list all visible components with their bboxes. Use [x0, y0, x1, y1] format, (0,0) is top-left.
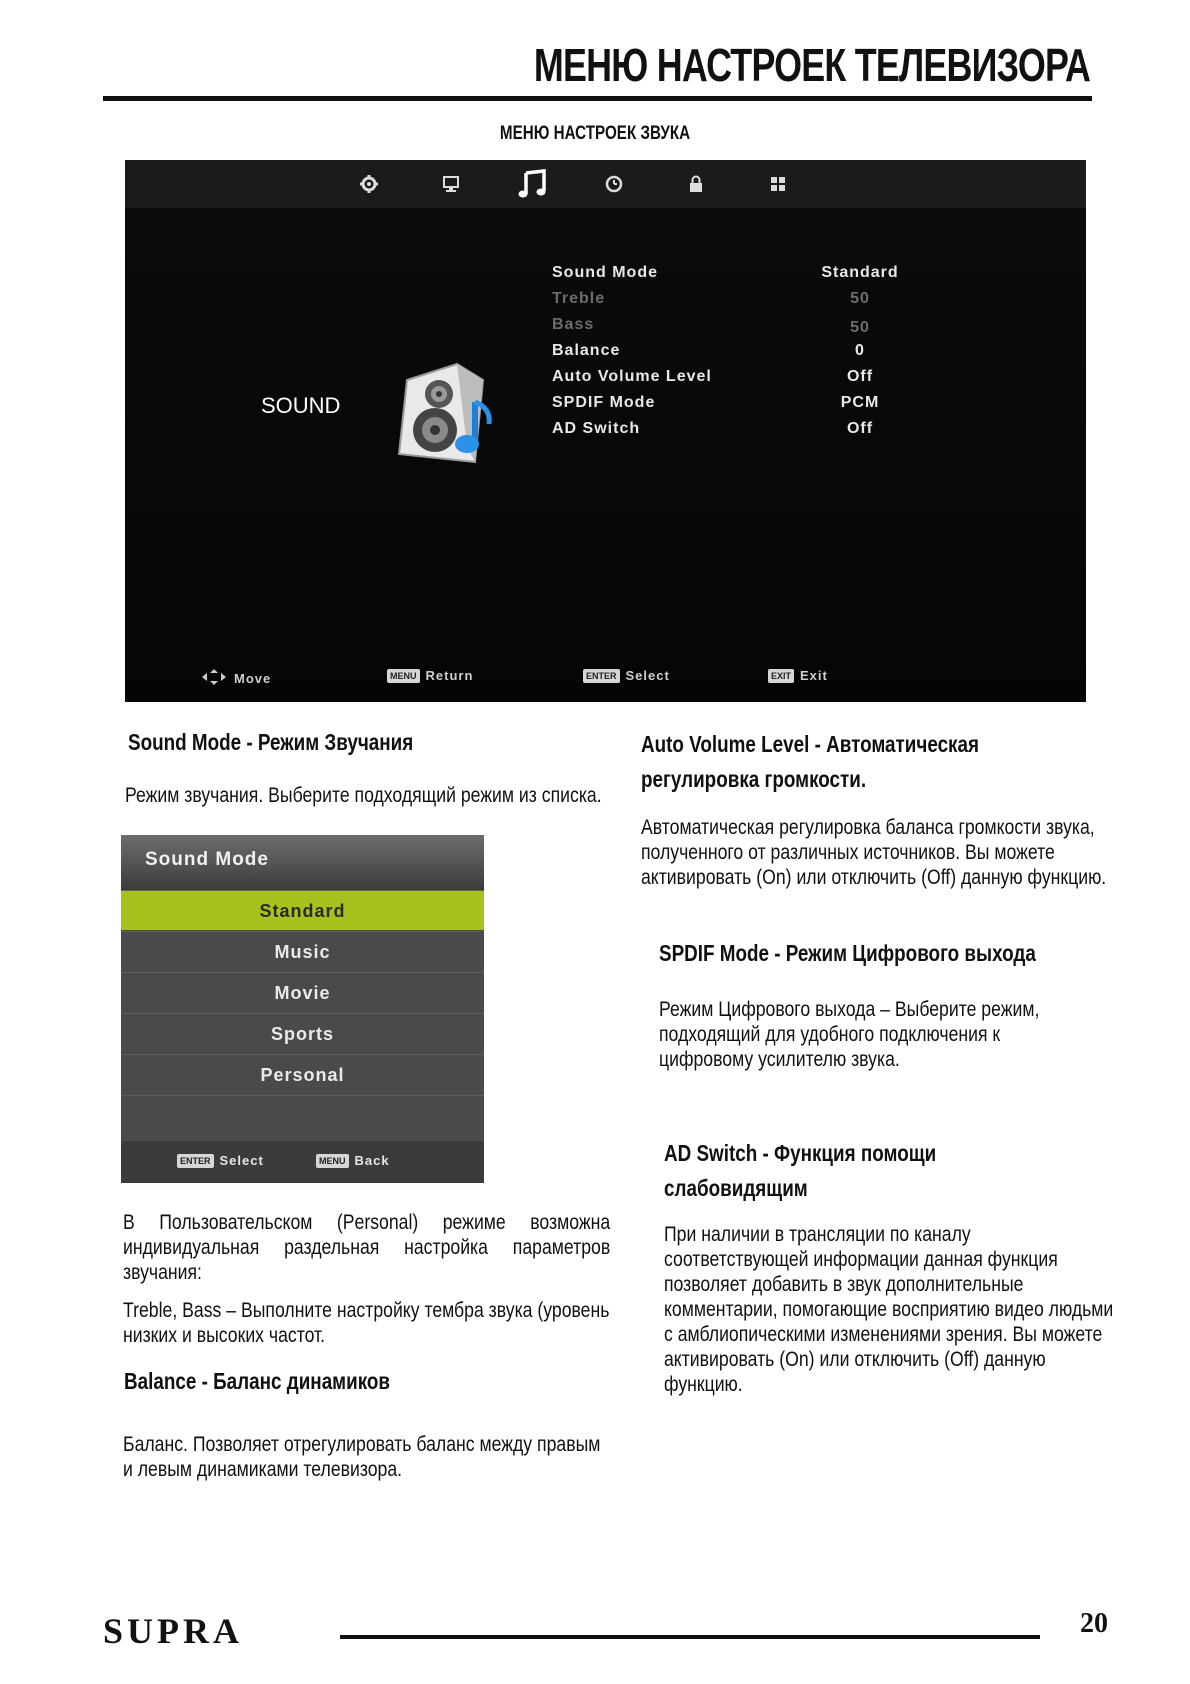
menu-key-icon: MENU: [316, 1154, 349, 1168]
option-music[interactable]: Music: [121, 931, 484, 971]
footer-divider: [340, 1635, 1040, 1639]
option-personal[interactable]: Personal: [121, 1054, 484, 1094]
popup-header: [121, 835, 484, 890]
supra-logo: SUPRA: [103, 1611, 244, 1651]
menu-value-auto-volume-level: Off: [846, 368, 874, 385]
option-sports[interactable]: Sports: [121, 1013, 484, 1053]
spdif-heading: SPDIF Mode - Режим Цифрового выхода: [659, 940, 1036, 966]
section-subtitle: МЕНЮ НАСТРОЕК ЗВУКА: [499, 123, 691, 144]
ad-heading-line2: слабовидящим: [664, 1175, 808, 1201]
option-empty: [121, 1095, 484, 1141]
tv-tab-bar: [125, 160, 1086, 208]
monitor-icon[interactable]: [435, 168, 467, 200]
menu-item-spdif-mode[interactable]: SPDIF Mode: [552, 394, 656, 411]
ad-text: При наличии в трансляции по каналу соответствующей информации данная функция позволяет добавить в звук дополнительные комментарии, помогающие восприятию видео людьми с амблиопическими изменениями зрения. Вы можете активировать (On) или отключить (Off) данную функцию.: [664, 1223, 1114, 1396]
menu-item-bass: Bass: [552, 316, 595, 333]
menu-item-treble: Treble: [552, 290, 606, 307]
popup-hint-bar: [121, 1141, 484, 1183]
tv-hint-bar: [125, 650, 1086, 702]
sound-mode-text: Режим звучания. Выберите подходящий режим из списка.: [125, 784, 602, 807]
option-movie[interactable]: Movie: [121, 972, 484, 1012]
menu-key-icon: MENU: [387, 669, 420, 683]
menu-value-ad-switch: Off: [846, 420, 874, 437]
balance-heading: Balance - Баланс динамиков: [124, 1368, 391, 1394]
sound-mode-popup: [121, 835, 484, 1183]
ad-heading-line1: AD Switch - Функция помощи: [664, 1140, 937, 1166]
avl-text: Автоматическая регулировка баланса громкости звука, полученного от различных источников. Вы можете активировать (On) или отключить (Off) данную функцию.: [641, 816, 1107, 889]
page-title: МЕНЮ НАСТРОЕК ТЕЛЕВИЗОРА: [533, 39, 1090, 91]
speaker-icon: [387, 350, 507, 475]
gear-icon[interactable]: [353, 168, 385, 200]
hint-move: Move: [200, 668, 271, 689]
menu-value-bass: 50: [850, 319, 870, 336]
page-number: 20: [1080, 1608, 1108, 1639]
menu-value-spdif-mode: PCM: [840, 394, 880, 411]
popup-hint-back: MENU Back: [316, 1153, 390, 1168]
tv-sound-menu-screen: [125, 160, 1086, 702]
sound-section-label: SOUND: [261, 393, 341, 418]
hint-return: MENU Return: [387, 668, 473, 683]
title-divider: [103, 96, 1092, 101]
option-standard[interactable]: Standard: [121, 890, 484, 930]
balance-text: Баланс. Позволяет отрегулировать баланс между правым и левым динамиками телевизора.: [123, 1433, 601, 1481]
menu-item-ad-switch[interactable]: AD Switch: [552, 420, 641, 437]
menu-item-balance[interactable]: Balance: [552, 342, 621, 359]
grid-icon[interactable]: [762, 168, 794, 200]
menu-value-balance: 0: [855, 342, 865, 359]
menu-item-sound-mode[interactable]: Sound Mode: [552, 264, 658, 281]
music-note-icon[interactable]: [513, 164, 553, 204]
popup-hint-select: ENTER Select: [177, 1153, 264, 1168]
exit-key-icon: EXIT: [768, 669, 794, 683]
arrows-icon: [200, 668, 228, 689]
popup-title: Sound Mode: [145, 849, 269, 870]
avl-heading-line1: Auto Volume Level - Автоматическая: [641, 731, 979, 757]
menu-value-treble: 50: [850, 290, 870, 307]
hint-exit: EXIT Exit: [768, 668, 828, 683]
treble-bass-text: Treble, Bass – Выполните настройку тембра звука (уровень низких и высоких частот.: [123, 1299, 610, 1347]
clock-icon[interactable]: [598, 168, 630, 200]
sound-mode-heading: Sound Mode - Режим Звучания: [128, 729, 414, 755]
menu-item-auto-volume-level[interactable]: Auto Volume Level: [552, 368, 712, 385]
menu-value-sound-mode: Standard: [821, 264, 899, 281]
enter-key-icon: ENTER: [583, 669, 620, 683]
enter-key-icon: ENTER: [177, 1154, 214, 1168]
avl-heading-line2: регулировка громкости.: [641, 766, 867, 792]
hint-select: ENTER Select: [583, 668, 670, 683]
lock-icon[interactable]: [680, 168, 712, 200]
spdif-text: Режим Цифрового выхода – Выберите режим, подходящий для удобного подключения к цифровому усилителю звука.: [659, 998, 1040, 1071]
personal-mode-text: В Пользовательском (Personal) режиме возможна индивидуальная раздельная настройка параметров звучания:: [123, 1211, 611, 1284]
